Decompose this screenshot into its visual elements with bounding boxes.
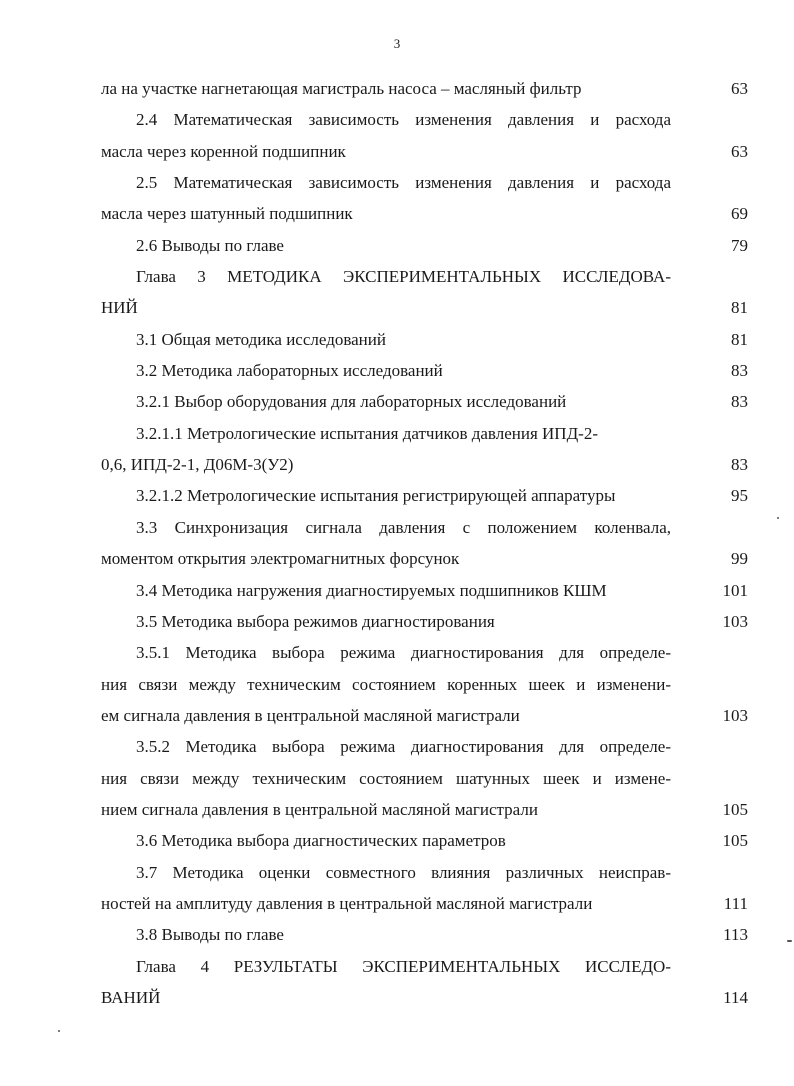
toc-entry [0,73,794,104]
toc-line [0,355,794,386]
toc-page-number: 114 [723,987,748,1007]
toc-line [0,919,794,950]
toc-line [0,198,794,229]
toc-page-number: 83 [731,392,748,412]
toc-page-number: 111 [723,893,748,913]
scan-speck [787,940,792,942]
toc-entry-text: Глава 4 РЕЗУЛЬТАТЫ ЭКСПЕРИМЕНТАЛЬНЫХ ИССЛЕДО- [136,956,671,976]
toc-line [0,825,794,856]
toc-entry-text: ем сигнала давления в центральной масляной магистрали [101,705,520,725]
toc-entry [0,480,794,511]
toc-line [0,606,794,637]
toc-entry-text: 2.4 Математическая зависимость изменения давления и расхода [136,110,671,130]
toc-entry [0,230,794,261]
toc-entry [0,825,794,856]
scan-speck [777,517,779,519]
toc-entry-text: 3.4 Методика нагружения диагностируемых подшипников КШМ [136,580,607,600]
toc-line [0,386,794,417]
toc-line [0,794,794,825]
toc-line [0,731,794,762]
toc-page-number: 79 [731,235,748,255]
toc-page-number: 101 [722,580,748,600]
toc-page-number: 81 [731,298,748,318]
toc-line [0,230,794,261]
toc-entry-text: 3.1 Общая методика исследований [136,329,386,349]
toc-entry-text: 3.2.1.1 Метрологические испытания датчиков давления ИПД-2- [136,423,598,443]
toc-page-number: 83 [731,361,748,381]
toc-page-number: 95 [731,486,748,506]
toc-page-number: 105 [722,799,748,819]
toc-page-number: 69 [731,204,748,224]
toc-line [0,104,794,135]
toc-entry-text: моментом открытия электромагнитных форсунок [101,549,460,569]
toc-line [0,951,794,982]
table-of-contents [0,73,794,1013]
toc-line [0,480,794,511]
toc-entry [0,324,794,355]
toc-line [0,167,794,198]
toc-line [0,763,794,794]
toc-page-number: 113 [723,925,748,945]
toc-entry-text: 3.5 Методика выбора режимов диагностирования [136,611,495,631]
page-number: 3 [393,36,401,51]
toc-line [0,857,794,888]
toc-line [0,982,794,1013]
toc-entry [0,606,794,637]
toc-entry-text: 3.2.1.2 Метрологические испытания регистрирующей аппаратуры [136,486,616,506]
toc-line [0,700,794,731]
toc-line [0,449,794,480]
toc-line [0,136,794,167]
toc-entry-text: масла через коренной подшипник [101,141,346,161]
toc-entry-text: ния связи между техническим состоянием коренных шеек и изменени- [101,674,671,694]
toc-entry-text: 2.5 Математическая зависимость изменения давления и расхода [136,173,671,193]
toc-line [0,669,794,700]
toc-line [0,324,794,355]
toc-entry [0,919,794,950]
toc-line [0,637,794,668]
toc-entry-text: ла на участке нагнетающая магистраль насоса – масляный фильтр [101,79,582,98]
toc-entry-text: ностей на амплитуду давления в центральной масляной магистрали [101,893,593,913]
toc-page-number: 81 [731,329,748,349]
toc-entry-text: 3.5.2 Методика выбора режима диагностирования для определе- [136,737,671,757]
toc-page-number: 83 [731,455,748,475]
toc-entry [0,637,794,731]
toc-entry [0,951,794,1014]
toc-line [0,73,794,104]
toc-entry-text: 3.8 Выводы по главе [136,925,284,945]
toc-entry [0,418,794,481]
toc-entry-text: 3.2.1 Выбор оборудования для лабораторных исследований [136,392,567,412]
toc-entry [0,512,794,575]
toc-entry-text: нием сигнала давления в центральной масляной магистрали [101,799,538,819]
toc-entry [0,167,794,230]
toc-page-number: 103 [722,705,748,725]
toc-entry [0,857,794,920]
toc-page-number: 63 [731,141,748,161]
toc-page-number: 105 [722,831,748,851]
toc-entry [0,575,794,606]
toc-line [0,261,794,292]
toc-entry-text: 3.7 Методика оценки совместного влияния различных неисправ- [136,862,671,882]
toc-line [0,512,794,543]
toc-line [0,888,794,919]
toc-line [0,292,794,323]
toc-entry [0,261,794,324]
toc-entry-text: НИЙ [101,298,138,318]
toc-entry-text: 0,6, ИПД-2-1, Д06М-3(У2) [101,455,294,475]
toc-entry [0,731,794,825]
toc-entry-text: ния связи между техническим состоянием шатунных шеек и измене- [101,768,671,788]
toc-page-number: 103 [722,611,748,631]
toc-line [0,418,794,449]
toc-entry-text: 3.3 Синхронизация сигнала давления с положением коленвала, [136,517,671,537]
toc-entry-text: масла через шатунный подшипник [101,204,353,224]
toc-entry-text: 3.5.1 Методика выбора режима диагностирования для определе- [136,643,671,663]
toc-entry [0,355,794,386]
toc-page-number: 63 [731,79,748,98]
toc-line [0,543,794,574]
toc-entry-text: 3.2 Методика лабораторных исследований [136,361,443,381]
toc-entry-text: ВАНИЙ [101,987,161,1007]
toc-entry [0,386,794,417]
toc-entry-text: 3.6 Методика выбора диагностических параметров [136,831,506,851]
toc-entry-text: 2.6 Выводы по главе [136,235,284,255]
toc-page-number: 99 [731,549,748,569]
toc-line [0,575,794,606]
toc-entry [0,104,794,167]
scan-speck [58,1030,60,1032]
toc-entry-text: Глава 3 МЕТОДИКА ЭКСПЕРИМЕНТАЛЬНЫХ ИССЛЕДОВА- [136,267,671,287]
